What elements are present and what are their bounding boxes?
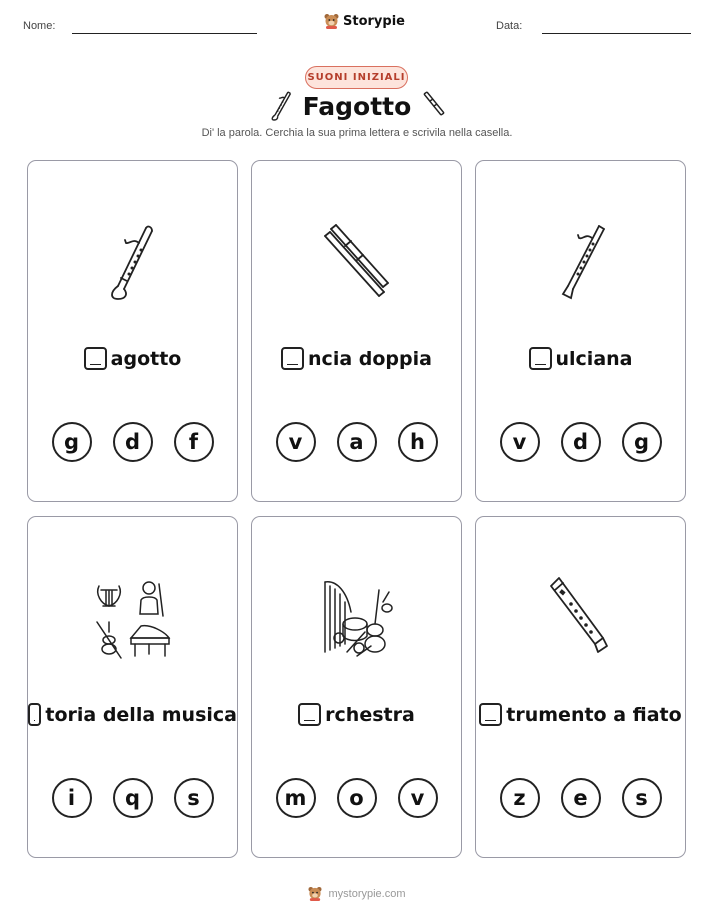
letter-option[interactable]: f xyxy=(174,422,214,462)
letter-option[interactable]: e xyxy=(561,778,601,818)
letter-option[interactable]: q xyxy=(113,778,153,818)
letter-options xyxy=(476,422,685,462)
word-remainder: ncia doppia xyxy=(308,347,432,370)
bear-icon xyxy=(324,13,339,29)
bassoon-icon xyxy=(93,216,173,306)
word-prompt xyxy=(28,703,237,726)
double-reed-icon xyxy=(421,90,445,122)
answer-box[interactable] xyxy=(84,347,107,370)
word-prompt xyxy=(28,347,237,370)
recorder-icon xyxy=(541,572,621,662)
word-card xyxy=(251,516,462,858)
letter-option[interactable]: d xyxy=(113,422,153,462)
letter-options xyxy=(28,422,237,462)
brand-logo xyxy=(324,13,405,29)
letter-option[interactable]: h xyxy=(398,422,438,462)
letter-options xyxy=(476,778,685,818)
letter-option[interactable]: g xyxy=(52,422,92,462)
letter-option[interactable]: o xyxy=(337,778,377,818)
word-remainder: rchestra xyxy=(325,703,415,726)
instruction-text: Di' la parola. Cerchia la sua prima lettera e scrivila nella casella. xyxy=(201,127,513,139)
answer-box[interactable] xyxy=(298,703,321,726)
footer-url[interactable]: mystorypie.com xyxy=(328,887,406,900)
word-prompt xyxy=(476,703,685,726)
dulcian-icon xyxy=(541,216,621,306)
letter-options xyxy=(28,778,237,818)
answer-box[interactable] xyxy=(28,703,41,726)
word-card xyxy=(27,160,238,502)
orchestra-icon xyxy=(317,572,397,662)
category-tag: SUONI INIZIALI xyxy=(305,66,408,89)
word-card xyxy=(475,160,686,502)
letter-option[interactable]: z xyxy=(500,778,540,818)
word-card xyxy=(475,516,686,858)
word-remainder: toria della musica xyxy=(45,703,237,726)
word-remainder: ulciana xyxy=(555,347,633,370)
answer-box[interactable] xyxy=(529,347,552,370)
letter-option[interactable]: i xyxy=(52,778,92,818)
word-remainder: agotto xyxy=(110,347,182,370)
letter-option[interactable]: v xyxy=(398,778,438,818)
letter-option[interactable]: s xyxy=(622,778,662,818)
letter-option[interactable]: m xyxy=(276,778,316,818)
word-remainder: trumento a fiato xyxy=(506,703,682,726)
answer-box[interactable] xyxy=(281,347,304,370)
answer-box[interactable] xyxy=(479,703,502,726)
letter-option[interactable]: s xyxy=(174,778,214,818)
letter-option[interactable]: v xyxy=(276,422,316,462)
letter-option[interactable]: g xyxy=(622,422,662,462)
date-label: Data: xyxy=(496,20,523,32)
brand-name: Storypie xyxy=(343,13,405,29)
page-title: Fagotto xyxy=(302,92,412,121)
music-history-icon xyxy=(93,572,173,662)
word-prompt xyxy=(252,703,461,726)
name-field[interactable] xyxy=(72,33,257,34)
letter-option[interactable]: a xyxy=(337,422,377,462)
letter-option[interactable]: d xyxy=(561,422,601,462)
word-prompt xyxy=(476,347,685,370)
bear-icon xyxy=(308,886,322,901)
name-label: Nome: xyxy=(23,20,56,32)
letter-options xyxy=(252,422,461,462)
footer xyxy=(0,886,714,901)
letter-option[interactable]: v xyxy=(500,422,540,462)
date-field[interactable] xyxy=(542,33,691,34)
word-prompt xyxy=(252,347,461,370)
letter-options xyxy=(252,778,461,818)
word-card xyxy=(251,160,462,502)
double-reed-icon xyxy=(317,216,397,306)
word-card xyxy=(27,516,238,858)
